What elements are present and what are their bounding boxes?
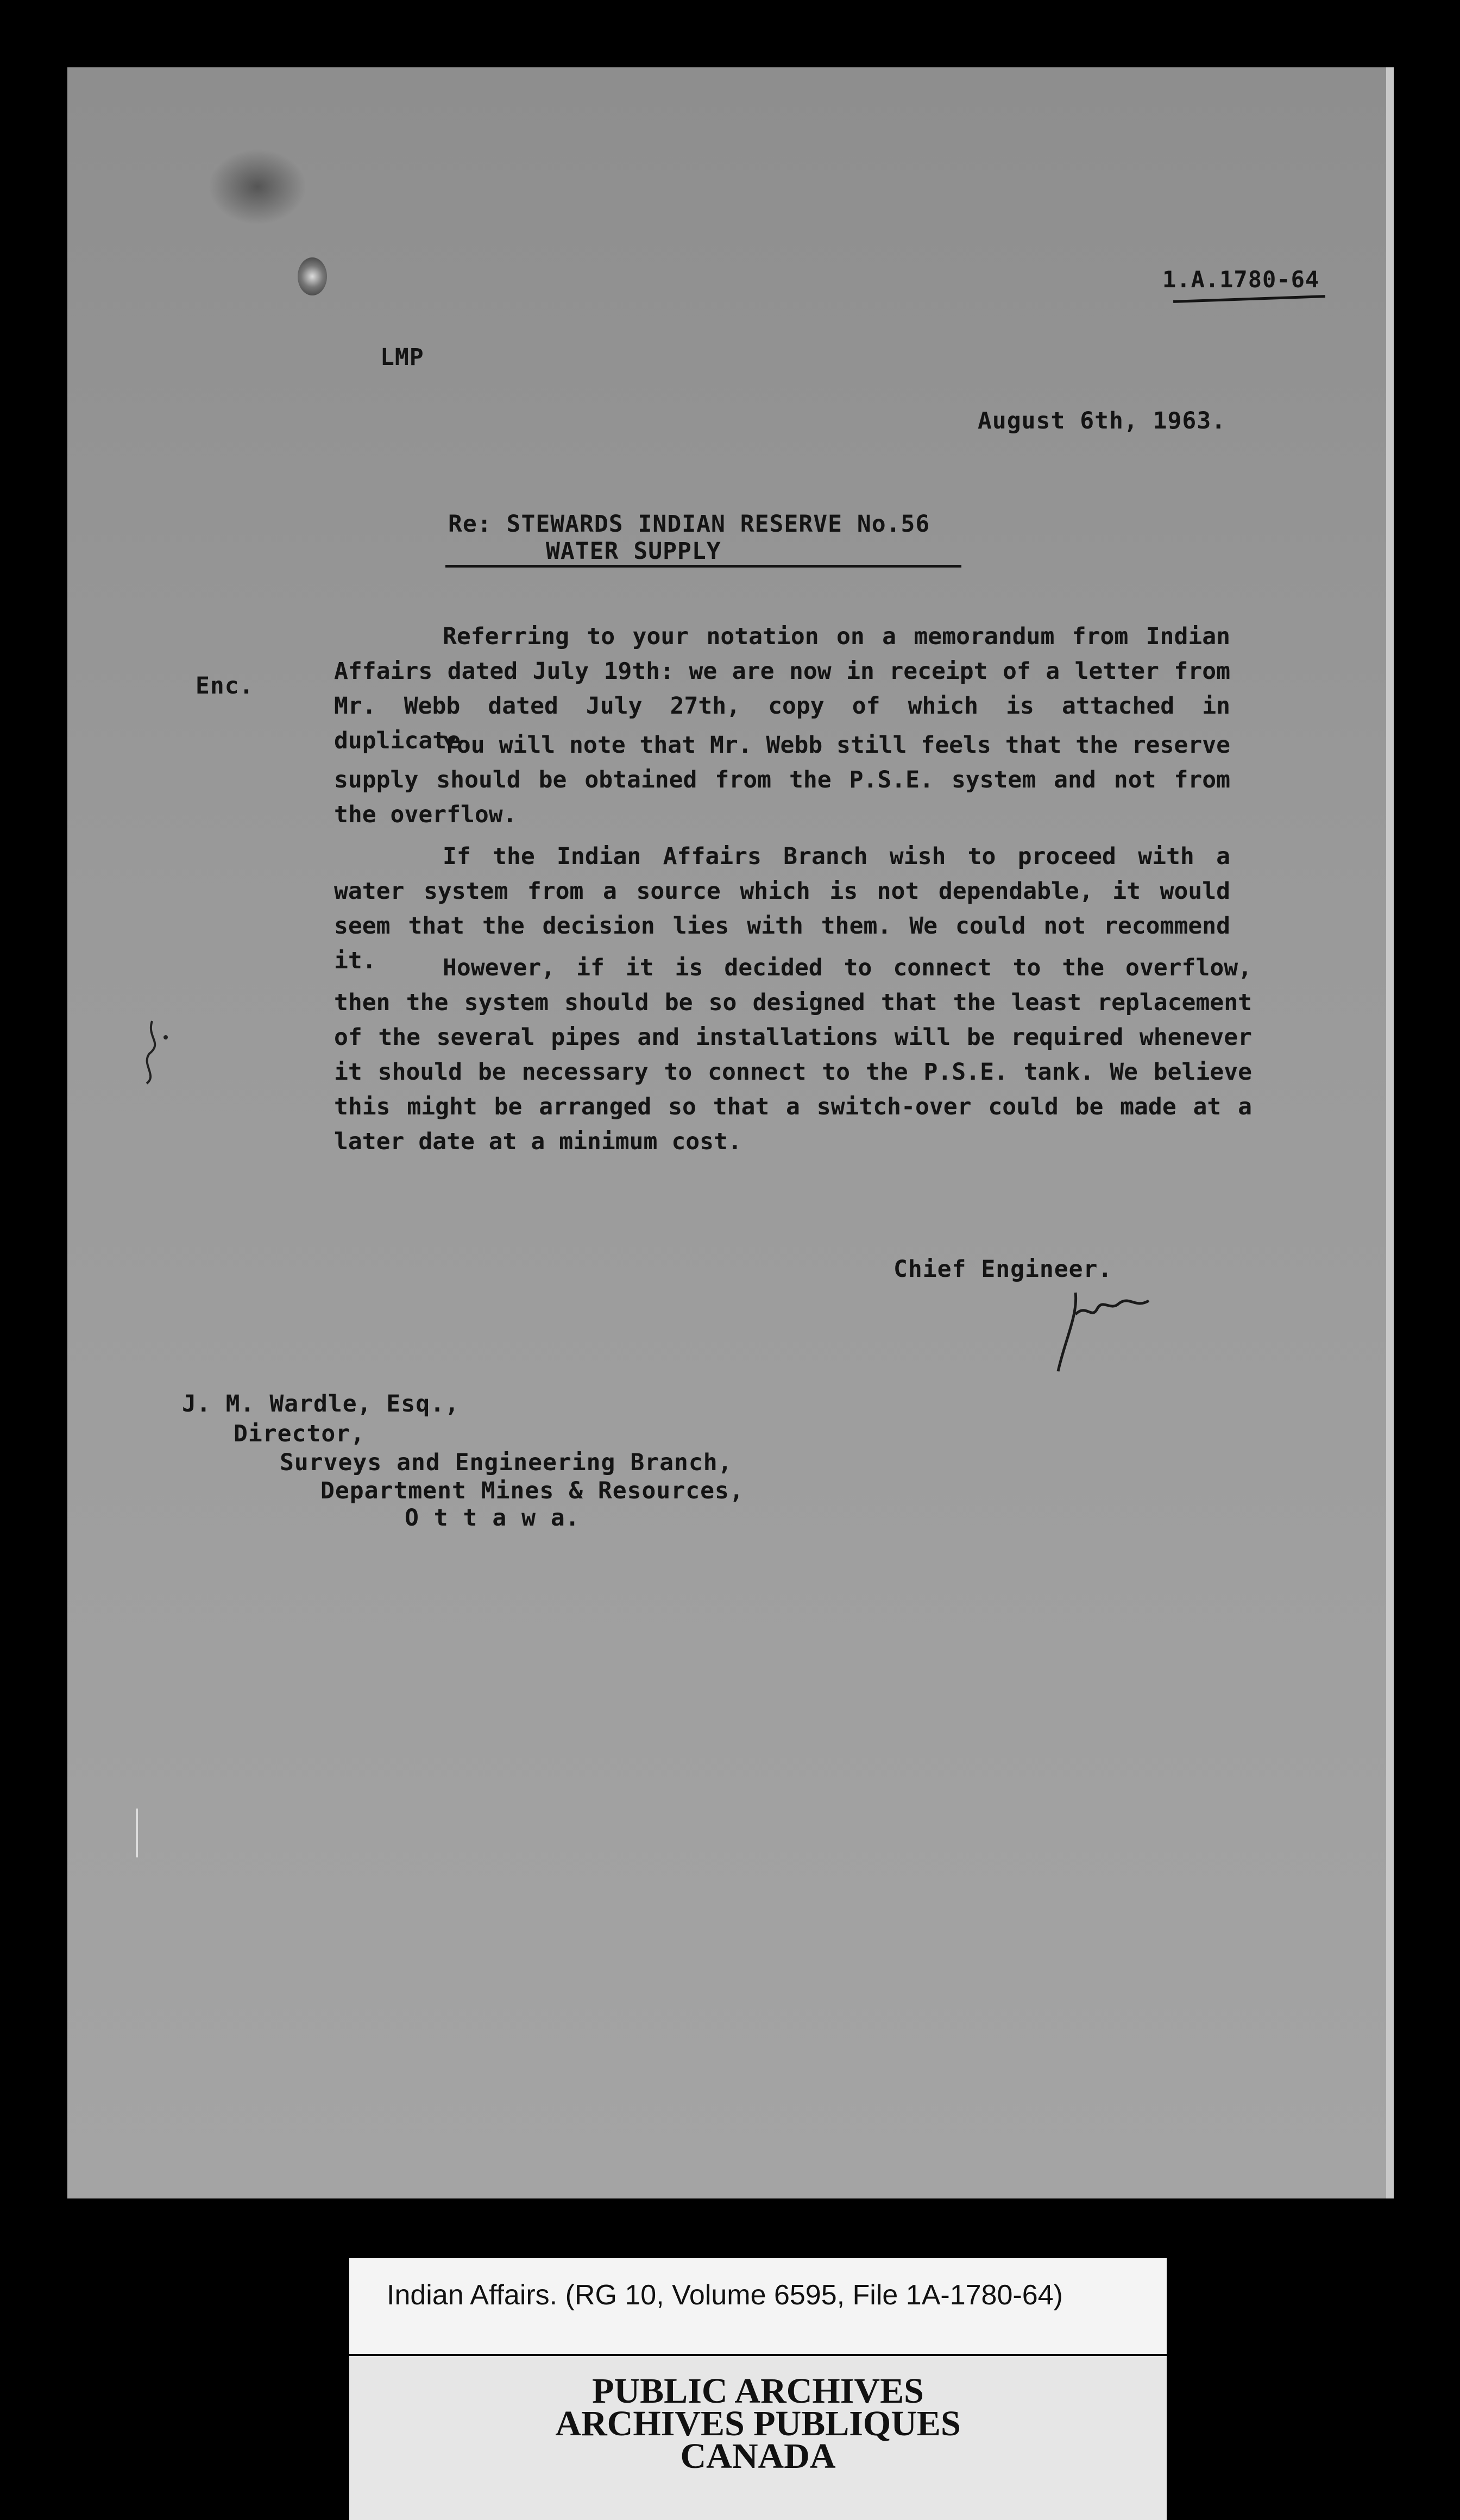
addressee-name: J. M. Wardle, Esq., xyxy=(182,1390,460,1418)
file-reference: 1.A.1780-64 xyxy=(1162,266,1320,293)
body-paragraph-3: If the Indian Affairs Branch wish to proceed with a water system from a source which is not dependable, it would seem that the decision lies with them. We could not recommend it. xyxy=(334,843,1230,974)
archive-stamp-line-3: CANADA xyxy=(680,2436,836,2476)
handwritten-initials xyxy=(1054,1282,1157,1379)
subject-line-2: WATER SUPPLY xyxy=(546,538,721,565)
addressee-title: Director, xyxy=(234,1420,365,1447)
subject-line: Re: STEWARDS INDIAN RESERVE No.56 xyxy=(448,511,930,538)
typist-initials: LMP xyxy=(380,344,424,371)
film-scratch xyxy=(136,1809,138,1857)
punch-hole xyxy=(298,257,327,295)
addressee-city: O t t a w a. xyxy=(405,1504,580,1532)
body-paragraph-1: Referring to your notation on a memorandum from Indian Affairs dated July 19th: we are now in receipt of a letter from Mr. Webb dated July 27th, copy of which is attached in duplicate. xyxy=(334,623,1230,754)
archive-reference-text: Indian Affairs. (RG 10, Volume 6595, File 1A-1780-64) xyxy=(387,2279,1063,2311)
staple-smudge xyxy=(209,149,306,225)
archive-stamp-line-2: ARCHIVES PUBLIQUES xyxy=(555,2404,961,2443)
enclosure-note: Enc. xyxy=(196,672,254,700)
margin-handwritten-mark xyxy=(136,1016,174,1086)
archive-stamp-line-1: PUBLIC ARCHIVES xyxy=(592,2371,924,2411)
addressee-department: Department Mines & Resources, xyxy=(320,1477,744,1504)
signature-title: Chief Engineer. xyxy=(893,1256,1113,1283)
addressee-branch: Surveys and Engineering Branch, xyxy=(280,1449,733,1476)
body-paragraph-4: However, if it is decided to connect to the overflow, then the system should be so designed that the least replacement of the several pipes and installations will be required whenever it should be necessary to connect to the P.S.E. tank. We believe this might be arranged so that a switch-over could be made at a later date at a minimum cost. xyxy=(334,954,1252,1155)
letter-date: August 6th, 1963. xyxy=(978,407,1226,434)
subject-underline xyxy=(445,565,961,568)
body-paragraph-2: You will note that Mr. Webb still feels that the reserve supply should be obtained from the P.S.E. system and not from the overflow. xyxy=(334,732,1230,828)
